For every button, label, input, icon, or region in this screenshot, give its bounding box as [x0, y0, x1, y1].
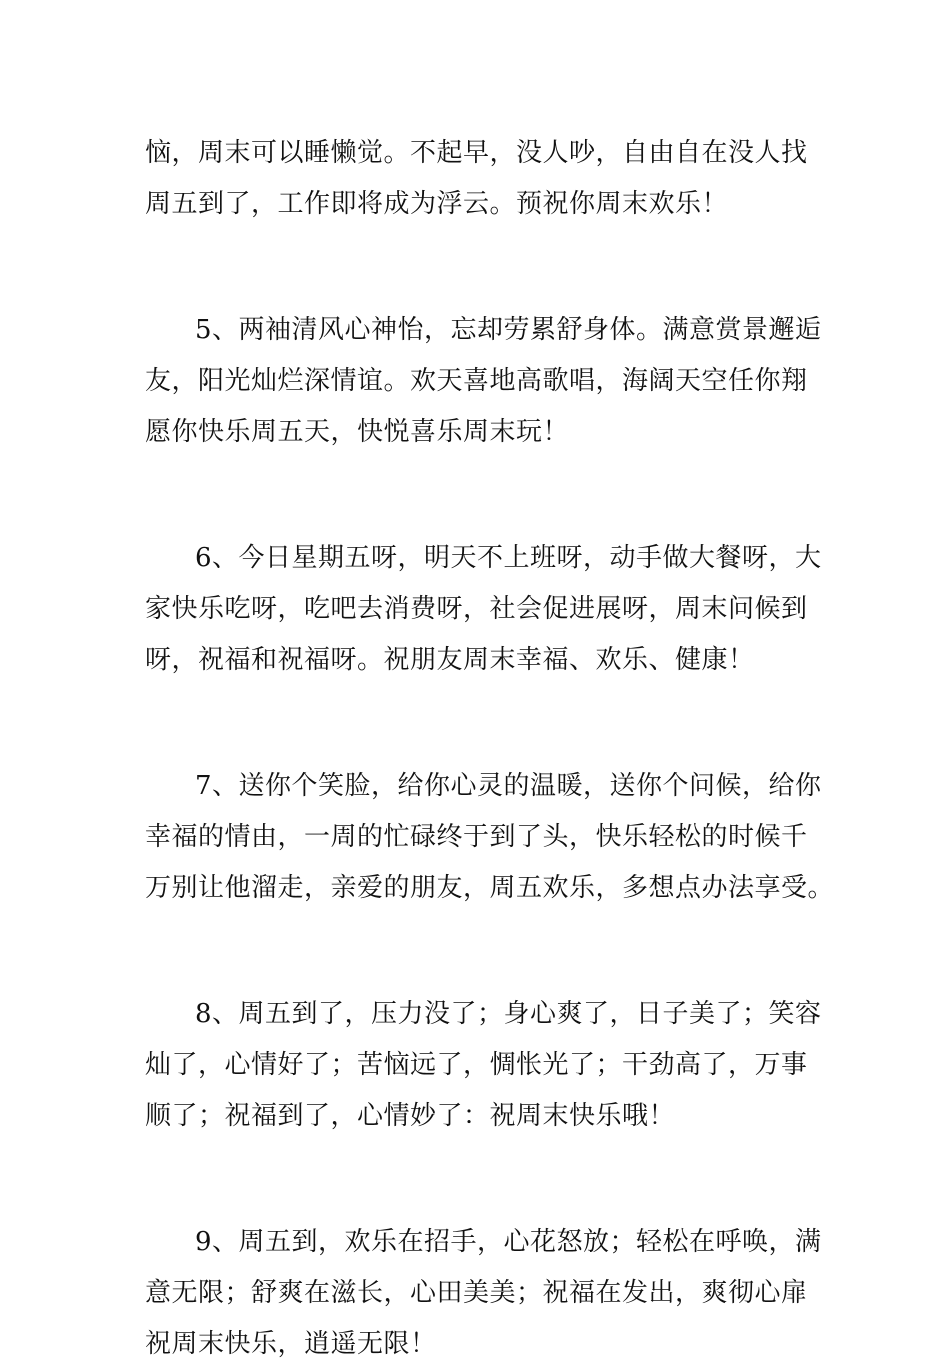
text-line: 周五到了，工作即将成为浮云。预祝你周末欢乐！	[145, 189, 729, 219]
paragraph-spacer	[145, 686, 810, 761]
text-line: 意无限；舒爽在滋长，心田美美；祝福在发出，爽彻心扉	[145, 1278, 808, 1308]
paragraph-5	[145, 305, 822, 458]
paragraph-spacer	[145, 914, 810, 989]
paragraph-9	[145, 1217, 822, 1370]
paragraph-continuation	[145, 128, 810, 230]
document-body	[145, 128, 835, 1370]
paragraph-spacer	[145, 458, 810, 533]
text-line: 愿你快乐周五天，快悦喜乐周末玩！	[145, 417, 570, 447]
paragraph-spacer	[145, 1142, 810, 1217]
text-line: 6、今日星期五呀，明天不上班呀，动手做大餐呀，大	[195, 543, 822, 573]
text-line: 幸福的情由，一周的忙碌终于到了头，快乐轻松的时候千	[145, 822, 808, 852]
text-line: 7、送你个笑脸，给你心灵的温暖，送你个问候，给你	[195, 771, 822, 801]
paragraph-7	[145, 761, 835, 914]
text-line: 万别让他溜走，亲爱的朋友，周五欢乐，多想点办法享受。	[145, 873, 835, 903]
text-line: 呀，祝福和祝福呀。祝朋友周末幸福、欢乐、健康！	[145, 645, 755, 675]
text-line: 9、周五到，欢乐在招手，心花怒放；轻松在呼唤，满	[195, 1227, 822, 1257]
text-line: 5、两袖清风心神怡，忘却劳累舒身体。满意赏景邂逅	[195, 315, 822, 345]
text-line: 恼，周末可以睡懒觉。不起早，没人吵，自由自在没人找	[145, 138, 808, 168]
text-line: 顺了；祝福到了，心情妙了：祝周末快乐哦！	[145, 1101, 676, 1131]
paragraph-6	[145, 533, 822, 686]
text-line: 家快乐吃呀，吃吧去消费呀，社会促进展呀，周末问候到	[145, 594, 808, 624]
paragraph-spacer	[145, 230, 810, 305]
text-line: 灿了，心情好了；苦恼远了，惆怅光了；干劲高了，万事	[145, 1050, 808, 1080]
paragraph-8	[145, 989, 822, 1142]
text-line: 友，阳光灿烂深情谊。欢天喜地高歌唱，海阔天空任你翔	[145, 366, 808, 396]
text-line: 8、周五到了，压力没了；身心爽了，日子美了；笑容	[195, 999, 822, 1029]
text-line: 祝周末快乐，逍遥无限！	[145, 1329, 437, 1359]
